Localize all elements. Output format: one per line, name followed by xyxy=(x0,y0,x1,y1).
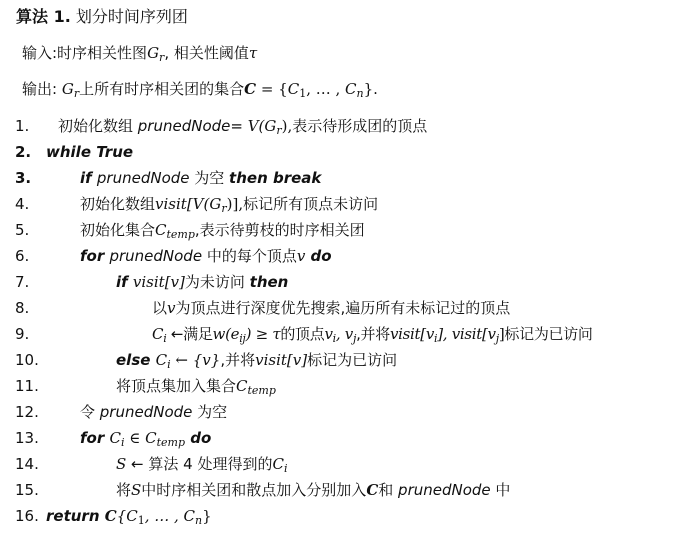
line-sub: i xyxy=(120,436,125,449)
line-math: {C xyxy=(116,507,138,525)
line-body xyxy=(80,195,378,213)
line-sub: r xyxy=(221,202,227,215)
line-var: prunedNode xyxy=(96,169,190,187)
line-number: 8. xyxy=(15,299,30,317)
line-keyword: return xyxy=(46,507,105,525)
line-math: C xyxy=(236,377,248,395)
line-body xyxy=(80,429,211,447)
line-math: C xyxy=(109,429,121,447)
line-text: 初始化数组 xyxy=(58,117,138,135)
line-number: 15. xyxy=(15,481,39,499)
line-keyword: else xyxy=(116,351,156,369)
output-dots: , … , xyxy=(306,80,346,98)
line-keyword: then break xyxy=(229,169,322,187)
line-text: ,表示待剪枝的时序相关团 xyxy=(194,221,365,239)
line-math: } xyxy=(202,507,212,525)
input-graph-sub: r xyxy=(159,51,165,64)
line-var: prunedNode xyxy=(398,481,491,499)
line-body xyxy=(152,325,593,343)
algorithm-title xyxy=(16,8,188,26)
line-body xyxy=(58,117,427,135)
line-body xyxy=(116,481,510,499)
line-sub: j xyxy=(495,332,499,345)
line-math: visit[v xyxy=(389,325,434,343)
line-sub: 1 xyxy=(137,514,145,527)
line-math: ), xyxy=(281,117,293,135)
line-text: 和 xyxy=(378,481,399,499)
line-keyword: do xyxy=(185,429,212,447)
line-sub: temp xyxy=(247,384,276,397)
line-math: v xyxy=(296,247,306,265)
line-math: ] xyxy=(498,325,505,343)
line-number: 6. xyxy=(15,247,30,265)
line-text: 将顶点集加入集合 xyxy=(116,377,237,395)
line-math: ∈ C xyxy=(124,429,157,447)
algorithm-label: 算法 1. xyxy=(16,7,71,26)
line-number: 10. xyxy=(15,351,39,369)
line-math: v xyxy=(167,299,176,317)
output-text: 输出: xyxy=(22,80,62,98)
line-sub: i xyxy=(283,462,288,475)
line-text: 的顶点 xyxy=(280,325,325,343)
line-text: ,并将 xyxy=(220,351,256,369)
output-c1-sub: 1 xyxy=(299,87,307,100)
output-graph-sub: r xyxy=(73,87,80,100)
line-var: prunedNode= xyxy=(137,117,243,135)
line-text: 标记所有顶点未访问 xyxy=(243,195,379,213)
line-body xyxy=(80,247,332,265)
line-sub: r xyxy=(276,124,282,137)
line-math: v xyxy=(324,325,333,343)
line-math: V(G xyxy=(242,117,277,135)
output-cn: C xyxy=(345,80,357,98)
line-text: 将 xyxy=(116,481,132,499)
line-text: 初始化集合 xyxy=(80,221,156,239)
line-text: 以 xyxy=(152,299,168,317)
line-keyword: then xyxy=(249,273,289,291)
output-set-close: }. xyxy=(363,80,378,98)
line-var: prunedNode xyxy=(109,247,203,265)
line-text: ←满足 xyxy=(166,325,213,343)
line-math: [v] xyxy=(164,273,185,291)
line-math: ], visit[v xyxy=(437,325,496,343)
line-keyword: for xyxy=(80,429,110,447)
line-number: 9. xyxy=(15,325,30,343)
line-text: 标记为已访问 xyxy=(307,351,398,369)
algorithm-input xyxy=(22,44,257,62)
line-math: C xyxy=(366,481,379,499)
input-tau: τ xyxy=(248,44,258,62)
line-math: visit xyxy=(132,273,165,291)
line-number: 16. xyxy=(15,507,39,525)
line-sub: i xyxy=(167,358,171,371)
input-graph-symbol: G xyxy=(147,44,160,62)
input-text: 输入:时序相关性图 xyxy=(22,44,148,62)
line-text: 表示待形成团的顶点 xyxy=(292,117,428,135)
line-math: [V(G xyxy=(186,195,222,213)
line-text: ,并将 xyxy=(356,325,390,343)
line-body xyxy=(80,403,227,421)
line-number: 13. xyxy=(15,429,39,447)
output-c1: C xyxy=(287,80,300,98)
line-math: ← {v} xyxy=(170,351,221,369)
line-number: 11. xyxy=(15,377,39,395)
line-number: 7. xyxy=(15,273,30,291)
output-set-open: = { xyxy=(256,80,288,98)
line-number: 3. xyxy=(15,169,32,187)
line-text: 为顶点进行深度优先搜索,遍历所有未标记过的顶点 xyxy=(175,299,511,317)
line-body xyxy=(116,273,288,291)
output-cn-sub: n xyxy=(356,87,364,100)
output-set-symbol: C xyxy=(244,80,257,98)
output-graph-symbol: G xyxy=(61,80,74,98)
line-keyword: if xyxy=(80,169,97,187)
line-number: 1. xyxy=(15,117,30,135)
output-mid-text: 上所有时序相关团的集合 xyxy=(79,80,245,98)
line-text: 初始化数组 xyxy=(80,195,156,213)
algorithm-output xyxy=(22,80,378,98)
line-text: 为未访问 xyxy=(184,273,250,291)
line-math: , v xyxy=(335,325,353,343)
line-text: 令 xyxy=(80,403,100,421)
line-sub: temp xyxy=(166,228,195,241)
line-sub: n xyxy=(195,514,203,527)
line-text: 为空 xyxy=(192,403,228,421)
line-var: prunedNode xyxy=(99,403,193,421)
line-math: C xyxy=(155,351,168,369)
line-sub: i xyxy=(332,332,336,345)
line-math: S xyxy=(116,455,127,473)
line-body xyxy=(80,221,365,239)
algorithm-name: 划分时间序列团 xyxy=(75,7,188,26)
line-number: 12. xyxy=(15,403,39,421)
line-text: ← 算法 4 处理得到的 xyxy=(126,455,273,473)
line-sub: i xyxy=(434,332,438,345)
line-body xyxy=(116,455,287,473)
line-body xyxy=(46,507,212,525)
line-math: C xyxy=(155,221,167,239)
line-text: 为空 xyxy=(189,169,230,187)
line-sub: i xyxy=(163,332,167,345)
line-body xyxy=(80,169,321,187)
line-math: , … , C xyxy=(144,507,196,525)
line-sub: j xyxy=(352,332,357,345)
line-body xyxy=(116,351,397,369)
line-number: 5. xyxy=(15,221,30,239)
line-text: 标记为已访问 xyxy=(504,325,593,343)
line-body xyxy=(116,377,276,395)
line-sub: temp xyxy=(156,436,185,449)
line-text: 中 xyxy=(490,481,511,499)
line-math: )], xyxy=(226,195,244,213)
line-math: C xyxy=(272,455,284,473)
line-number: 4. xyxy=(15,195,30,213)
line-math: ) ≥ τ xyxy=(245,325,281,343)
line-math: C xyxy=(104,507,117,525)
line-math: S xyxy=(131,481,142,499)
line-keyword: for xyxy=(80,247,110,265)
line-keyword: do xyxy=(305,247,332,265)
line-math: visit[v] xyxy=(255,351,308,369)
line-text: 中的每个顶点 xyxy=(202,247,297,265)
line-math: visit xyxy=(155,195,187,213)
input-threshold-text: , 相关性阈值 xyxy=(164,44,249,62)
line-number: 14. xyxy=(15,455,39,473)
line-number: 2. xyxy=(15,143,32,161)
line-body xyxy=(152,299,510,317)
line-sub: ij xyxy=(239,332,246,345)
line-math: C xyxy=(152,325,164,343)
line-keyword: while True xyxy=(46,143,134,161)
line-math: w(e xyxy=(212,325,240,343)
line-keyword: if xyxy=(116,273,133,291)
line-text: 中时序相关团和散点加入分别加入 xyxy=(141,481,367,499)
